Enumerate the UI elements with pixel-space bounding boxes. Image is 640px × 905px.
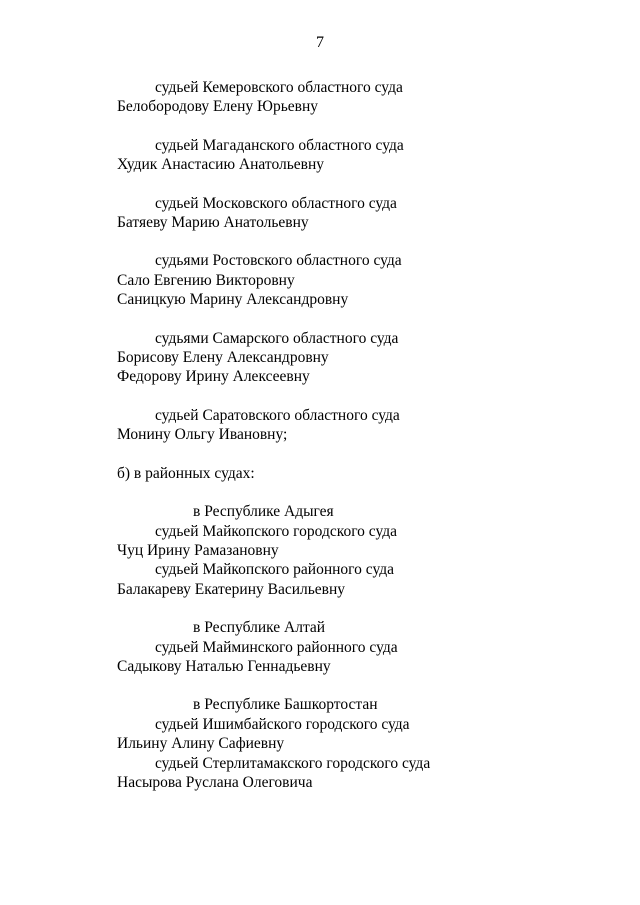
court-line: судьями Ростовского областного суда	[155, 252, 402, 270]
region-block-altai	[117, 618, 617, 676]
court-line: судьей Московского областного суда	[155, 194, 397, 212]
region-heading: в Республике Адыгея	[193, 503, 334, 521]
appointment-block-kemerovo	[117, 78, 617, 117]
person-name: Садыкову Наталью Геннадьевну	[117, 657, 331, 675]
court-line: судьей Стерлитамакского городского суда	[155, 754, 431, 772]
appointment-block-moscow	[117, 194, 617, 233]
court-line: судьей Майкопского городского суда	[155, 522, 398, 540]
person-name: Белобородову Елену Юрьевну	[117, 98, 319, 116]
person-name: Федорову Ирину Алексеевну	[117, 368, 310, 386]
court-line: судьей Магаданского областного суда	[155, 136, 404, 154]
region-block-bashkortostan	[117, 695, 617, 792]
person-name: Батяеву Марию Анатольевну	[117, 214, 309, 232]
appointment-block-samara	[117, 329, 617, 387]
person-name: Сало Евгению Викторовну	[117, 271, 295, 289]
person-name: Саницкую Марину Александровну	[117, 291, 349, 309]
court-line: судьями Самарского областного суда	[155, 329, 399, 347]
document-body	[117, 78, 617, 811]
region-heading: в Республике Алтай	[193, 619, 326, 637]
page-number: 7	[316, 34, 324, 51]
person-name: Худик Анастасию Анатольевну	[117, 156, 325, 174]
person-name: Борисову Елену Александровну	[117, 349, 329, 367]
section-b-heading-block	[117, 464, 617, 483]
region-heading: в Республике Башкортостан	[193, 696, 378, 714]
court-line: судьей Майкопского районного суда	[155, 561, 394, 579]
person-name: Балакареву Екатерину Васильевну	[117, 580, 346, 598]
court-line: судьей Ишимбайского городского суда	[155, 715, 410, 733]
appointment-block-rostov	[117, 251, 617, 309]
section-b-heading: б) в районных судах:	[117, 464, 255, 482]
person-name: Насырова Руслана Олеговича	[117, 773, 313, 791]
court-line: судьей Майминского районного суда	[155, 638, 398, 656]
region-block-adygea	[117, 502, 617, 599]
court-line: судьей Кемеровского областного суда	[155, 79, 403, 96]
person-name: Ильину Алину Сафиевну	[117, 735, 285, 753]
appointment-block-saratov	[117, 406, 617, 445]
court-line: судьей Саратовского областного суда	[155, 406, 400, 424]
appointment-block-magadan	[117, 136, 617, 175]
person-name: Монину Ольгу Ивановну;	[117, 426, 288, 444]
person-name: Чуц Ирину Рамазановну	[117, 541, 279, 559]
